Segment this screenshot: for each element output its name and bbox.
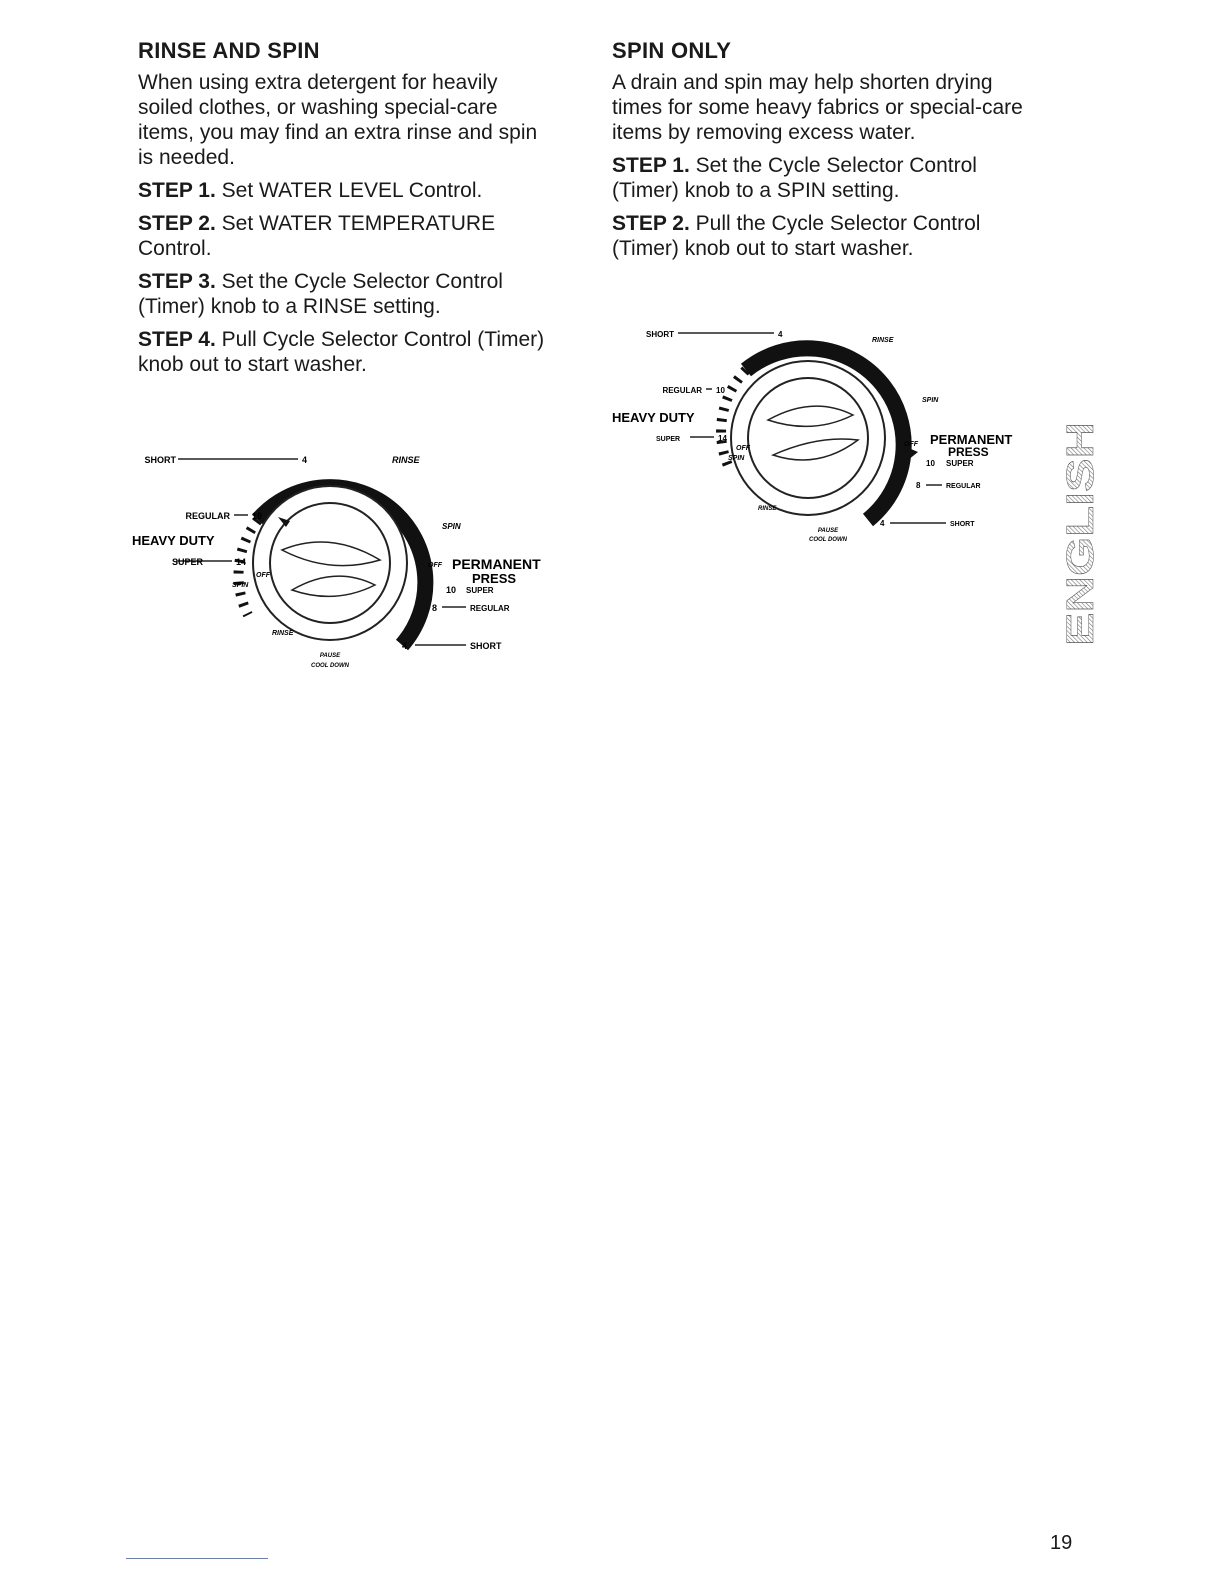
dial-label-rinse-top: RINSE xyxy=(392,455,420,465)
dial-label-super-left: SUPER xyxy=(656,436,681,443)
dial-label-short-bottom: SHORT xyxy=(470,641,502,651)
section-heading: SPIN ONLY xyxy=(612,38,732,63)
dial-label-rinse-bottom: RINSE xyxy=(272,630,294,637)
dial-label-8-right: 8 xyxy=(916,481,921,490)
dial-label-4-top: 4 xyxy=(302,455,308,465)
dial-label-rinse-bottom: RINSE xyxy=(758,506,777,512)
cycle-selector-dial-spin xyxy=(608,320,1013,560)
dial-label-regular-right: REGULAR xyxy=(946,483,981,490)
step-1 xyxy=(138,178,558,203)
dial-label-rinse-top: RINSE xyxy=(872,337,894,344)
dial-label-cool-down: COOL DOWN xyxy=(809,537,847,543)
dial-label-off-right: OFF xyxy=(904,441,918,448)
dial-label-10-left: 10 xyxy=(252,511,263,521)
step-text: Set the Cycle Selector Control (Timer) knob to a SPIN setting. xyxy=(612,154,977,202)
dial-label-8-right: 8 xyxy=(432,603,438,613)
section-intro: A drain and spin may help shorten drying times for some heavy fabrics or special-care items by removing excess water. xyxy=(612,71,1023,144)
dial-label-heavy-duty: HEAVY DUTY xyxy=(132,533,215,548)
dial-label-permanent: PERMANENT xyxy=(452,556,541,572)
step-text: Pull Cycle Selector Control (Timer) knob out to start washer. xyxy=(138,328,545,376)
footer-divider xyxy=(126,1558,268,1559)
dial-label-regular-right: REGULAR xyxy=(470,604,510,613)
dial-label-14-left: 14 xyxy=(718,434,727,443)
dial-label-press: PRESS xyxy=(948,445,989,459)
dial-label-10-right: 10 xyxy=(926,459,935,468)
language-side-tab xyxy=(1060,418,1102,650)
page-number: 19 xyxy=(1050,1532,1073,1554)
step-text: Set WATER TEMPERATURE Control. xyxy=(138,212,496,260)
spin-only-section xyxy=(612,38,1042,269)
dial-label-regular-left: REGULAR xyxy=(662,386,702,395)
dial-label-10-right: 10 xyxy=(446,585,457,595)
step-1 xyxy=(612,153,1042,203)
cycle-selector-dial-rinse xyxy=(130,445,541,685)
dial-label-press: PRESS xyxy=(472,571,517,586)
dial-label-4-bottom: 4 xyxy=(880,519,885,528)
dial-label-4-bottom: 4 xyxy=(402,641,408,651)
step-text: Set WATER LEVEL Control. xyxy=(221,179,483,202)
dial-label-off-left: OFF xyxy=(256,572,270,579)
dial-label-off-right: OFF xyxy=(428,562,442,569)
step-label: STEP 1. xyxy=(138,179,216,202)
section-intro: When using extra detergent for heavily soiled clothes, or washing special-care items, you may find an extra rinse and spin is needed. xyxy=(138,71,538,169)
dial-label-heavy-duty: HEAVY DUTY xyxy=(612,410,695,425)
dial-label-4-top: 4 xyxy=(778,330,783,339)
step-3 xyxy=(138,269,558,319)
step-label: STEP 1. xyxy=(612,154,690,177)
dial-label-super-right: SUPER xyxy=(946,459,974,468)
dial-label-10-left: 10 xyxy=(716,386,725,395)
language-tab-graphic xyxy=(1060,418,1102,650)
step-label: STEP 2. xyxy=(138,212,216,235)
step-text: Set the Cycle Selector Control (Timer) knob to a RINSE setting. xyxy=(138,270,503,318)
step-text: Pull the Cycle Selector Control (Timer) knob out to start washer. xyxy=(612,212,981,260)
rinse-and-spin-section xyxy=(138,38,558,385)
dial-label-off-left: OFF xyxy=(736,445,750,452)
dial-label-spin-left: SPIN xyxy=(232,582,249,589)
dial-label-spin-right: SPIN xyxy=(442,522,461,531)
dial-label-super-left: SUPER xyxy=(172,557,204,567)
dial-label-regular-left: REGULAR xyxy=(185,511,230,521)
dial-label-super-right: SUPER xyxy=(466,586,494,595)
dial-label-permanent: PERMANENT xyxy=(930,432,1013,447)
step-label: STEP 3. xyxy=(138,270,216,293)
step-label: STEP 2. xyxy=(612,212,690,235)
step-label: STEP 4. xyxy=(138,328,216,351)
dial-label-short-bottom: SHORT xyxy=(950,521,975,528)
step-2 xyxy=(138,211,558,261)
section-heading: RINSE AND SPIN xyxy=(138,38,320,63)
dial-label-spin-right: SPIN xyxy=(922,397,939,404)
step-4 xyxy=(138,327,558,377)
dial-label-cool-down: COOL DOWN xyxy=(311,663,349,669)
dial-illustration xyxy=(130,445,541,685)
dial-label-pause: PAUSE xyxy=(817,528,839,534)
dial-label-14-left: 14 xyxy=(236,557,247,567)
step-2 xyxy=(612,211,1042,261)
dial-illustration xyxy=(608,320,1013,560)
dial-label-pause: PAUSE xyxy=(319,653,341,659)
dial-label-short-top: SHORT xyxy=(646,330,674,339)
dial-label-short-top: SHORT xyxy=(144,455,176,465)
language-tab-label: ENGLISH xyxy=(1060,477,1102,646)
dial-label-spin-left: SPIN xyxy=(728,455,745,462)
